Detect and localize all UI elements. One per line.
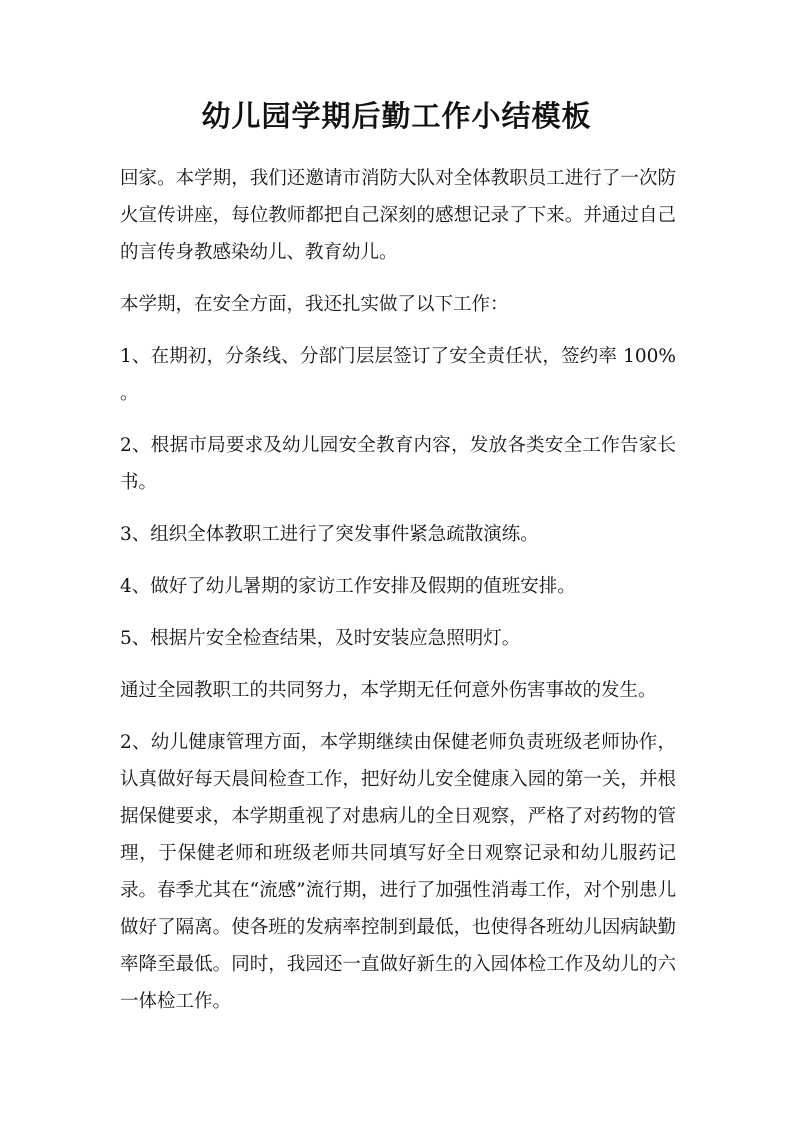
document-body — [120, 160, 676, 1035]
document-title: 幼儿园学期后勤工作小结模板 — [201, 99, 592, 133]
paragraph-health-management: 2、幼儿健康管理方面，本学期继续由保健老师负责班级老师协作，认真做好每天晨间检查工作，把好幼儿安全健康入园的第一关，并根据保健要求，本学期重视了对患病儿的全日观察，严格了对药物的管理，于保健老师和班级老师共同填写好全日观察记录和幼儿服药记录。春季尤其在“流感”流行期，进行了加强性消毒工作，对个别患儿做好了隔离。使各班的发病率控制到最低，也使得各班幼儿因病缺勤率降至最低。同时，我园还一直做好新生的入园体检工作及幼儿的六一体检工作。 — [120, 732, 676, 1012]
paragraph-item-1: 1、在期初，分条线、分部门层层签订了安全责任状，签约率 100% 。 — [120, 346, 676, 404]
paragraph-item-4: 4、做好了幼儿暑期的家访工作安排及假期的值班安排。 — [120, 576, 576, 597]
paragraph-safety-result: 通过全园教职工的共同努力，本学期无任何意外伤害事故的发生。 — [120, 680, 657, 701]
paragraph-item-5: 5、根据片安全检查结果，及时安装应急照明灯。 — [120, 628, 521, 649]
paragraph-item-2: 2、根据市局要求及幼儿园安全教育内容，发放各类安全工作告家长书。 — [120, 435, 676, 493]
paragraph-fire-lecture: 回家。本学期，我们还邀请市消防大队对全体教职员工进行了一次防火宣传讲座，每位教师都把自己深刻的感想记录了下来。并通过自己的言传身教感染幼儿、教育幼儿。 — [120, 168, 676, 263]
paragraph-safety-intro: 本学期，在安全方面，我还扎实做了以下工作： — [120, 294, 509, 315]
paragraph-item-3: 3、组织全体教职工进行了突发事件紧急疏散演练。 — [120, 524, 539, 545]
